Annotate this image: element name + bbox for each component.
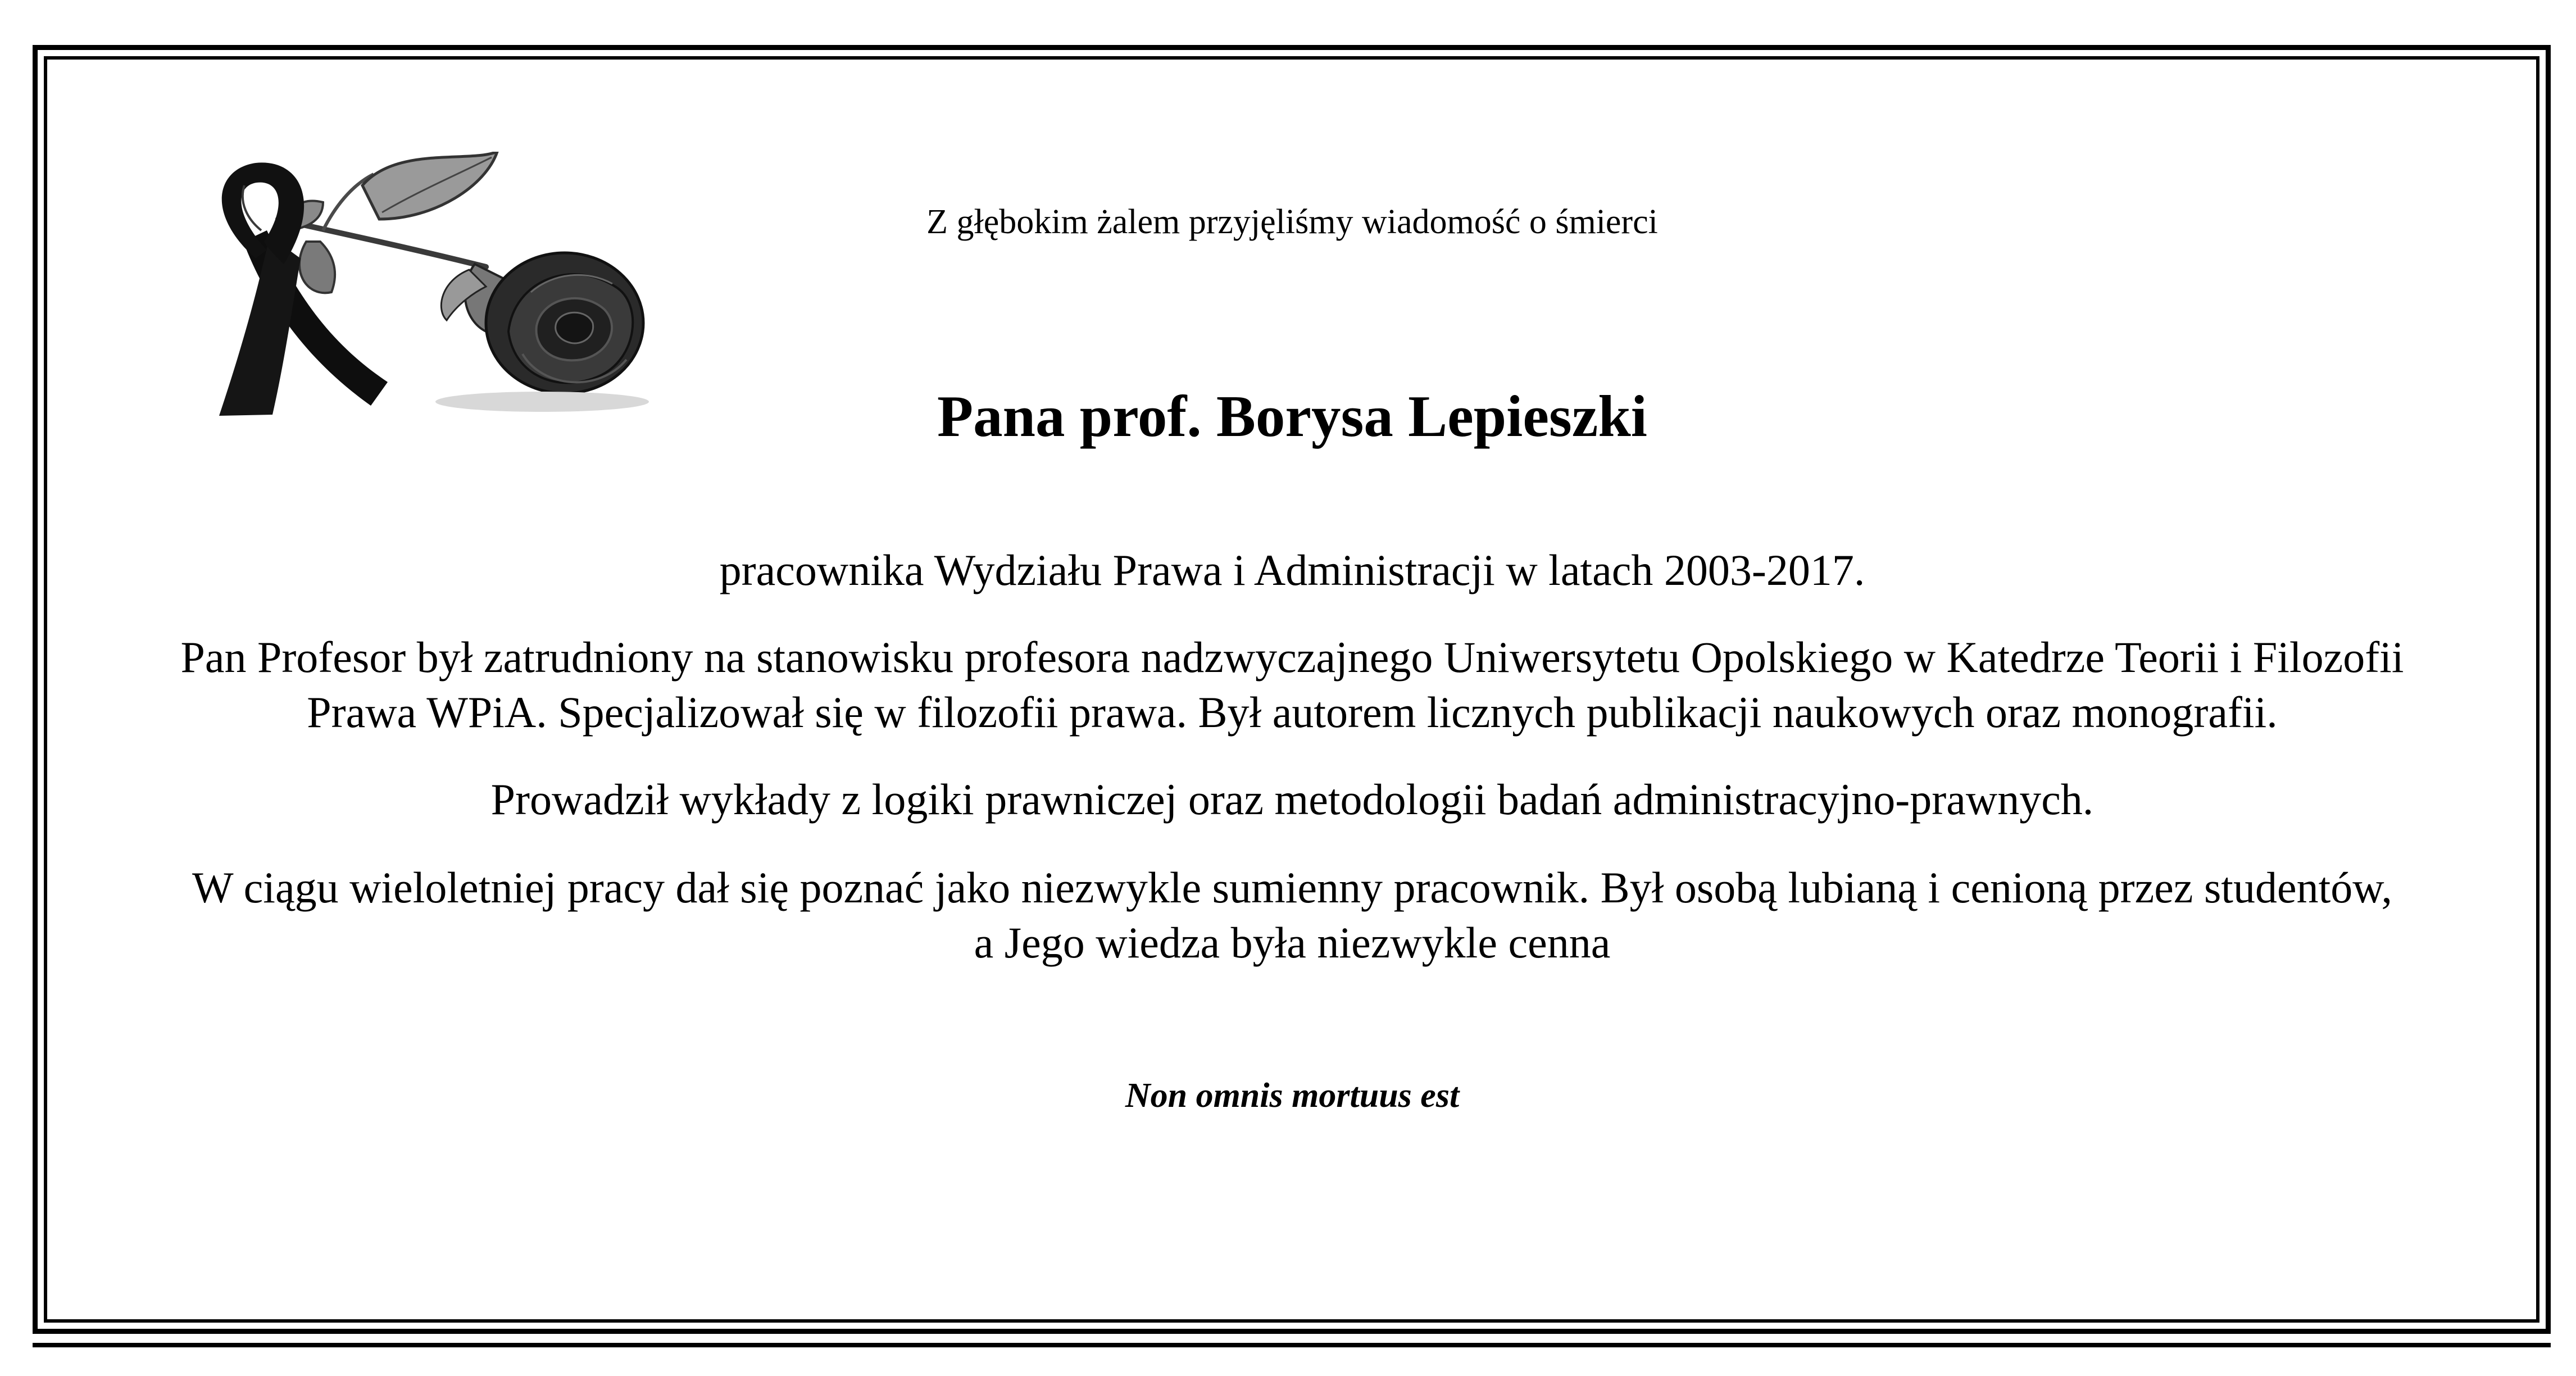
paragraph-tribute-line-2: a Jego wiedza była niezwykle cenna bbox=[974, 918, 1611, 967]
paragraph-career-line-2: Prawa WPiA. Specjalizował się w filozofii prawa. Był autorem licznych publikacji naukowych oraz monografii. bbox=[307, 688, 2278, 737]
deceased-name: Pana prof. Borysa Lepieszki bbox=[937, 383, 1647, 449]
intro-text: Z głębokim żalem przyjęliśmy wiadomość o śmierci bbox=[926, 203, 1658, 241]
paragraph-career-line-1: Pan Profesor był zatrudniony na stanowisku profesora nadzwyczajnego Uniwersytetu Opolskiego w Katedrze Teorii i Filozofii bbox=[180, 633, 2404, 682]
mourning-emblem bbox=[194, 152, 655, 421]
employment-line: pracownika Wydziału Prawa i Administracji w latach 2003-2017. bbox=[719, 546, 1865, 594]
mourning-ribbon-icon bbox=[219, 162, 388, 416]
paragraph-tribute-line-1: W ciągu wieloletniej pracy dał się poznać jako niezwykle sumienny pracownik. Był osobą lubianą i cenioną przez studentów, bbox=[192, 863, 2393, 912]
bottom-rule bbox=[33, 1343, 2551, 1347]
paragraph-lectures: Prowadził wykłady z logiki prawniczej oraz metodologii badań administracyjno-prawnych. bbox=[490, 775, 2094, 824]
latin-motto: Non omnis mortuus est bbox=[1125, 1077, 1460, 1115]
